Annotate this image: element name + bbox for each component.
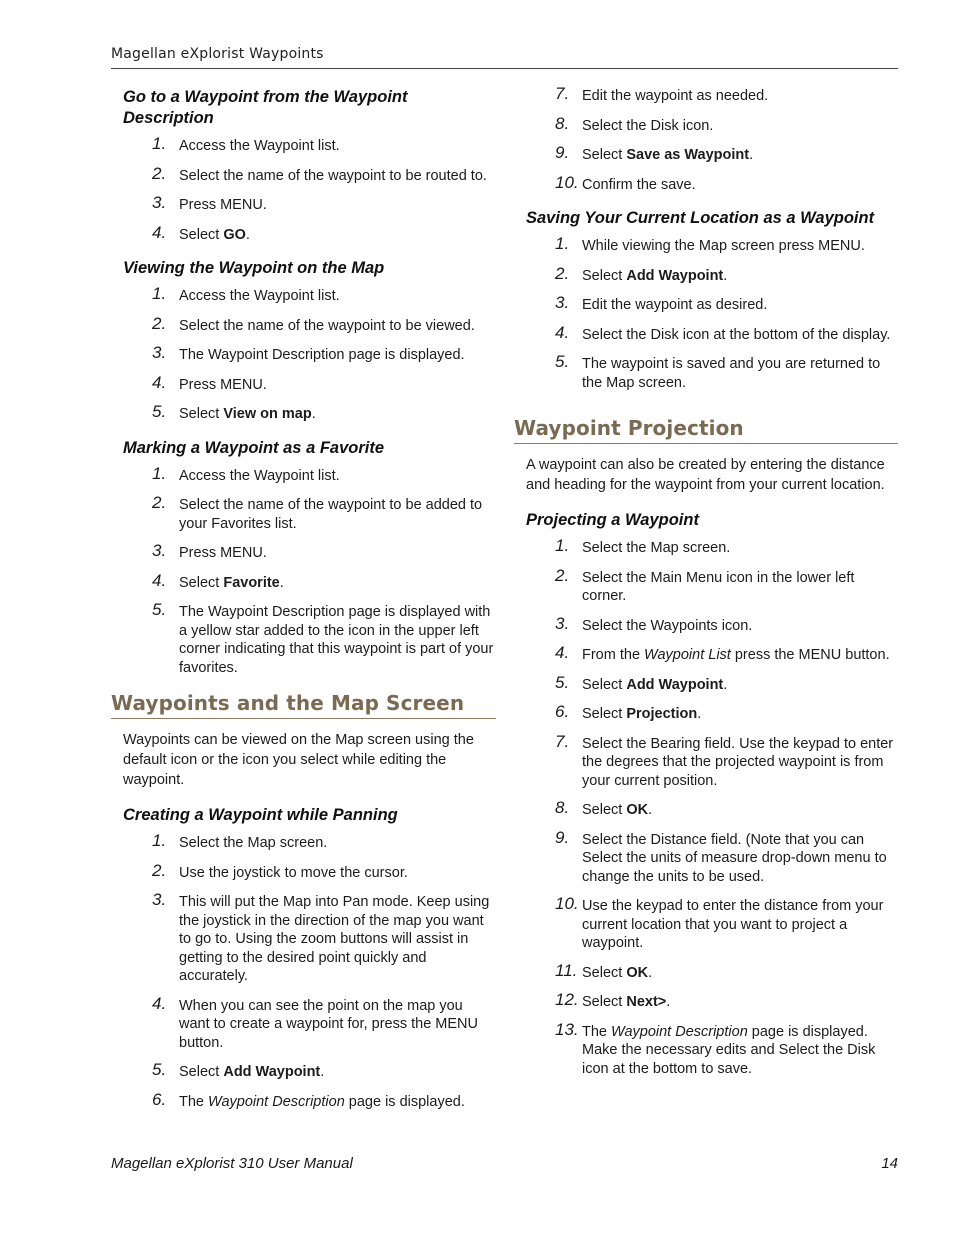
step-text: .: [723, 676, 728, 693]
step-number: 8.: [555, 798, 570, 817]
step-text: Select the Distance field. (Note that you can Select the units of measure drop-down menu to change the units to be used.: [582, 831, 887, 885]
step-list: [514, 84, 898, 194]
list-item: [111, 343, 496, 365]
list-item: [514, 894, 898, 953]
step-number: 5.: [152, 1060, 167, 1079]
step-list: [111, 134, 496, 244]
step-text: Select: [582, 706, 627, 722]
step-text: Confirm the save.: [582, 176, 696, 193]
step-number: 8.: [555, 113, 570, 133]
step-number: 4.: [152, 570, 167, 590]
step-number: 7.: [555, 731, 570, 751]
step-number: 4.: [555, 643, 570, 662]
step-text: Select: [582, 676, 627, 693]
list-item: [514, 263, 898, 286]
step-text: .: [749, 147, 754, 163]
step-number: 1.: [555, 234, 570, 253]
list-item: [111, 284, 496, 306]
step-text: Access the Waypoint list.: [179, 138, 340, 154]
list-item: [514, 643, 898, 665]
list-item: [514, 143, 898, 165]
page-number: 14: [881, 1155, 898, 1172]
step-text: From the: [582, 647, 645, 663]
step-text: Select the name of the waypoint to be viewed.: [179, 317, 475, 334]
step-text-bold: Add Waypoint: [626, 267, 724, 284]
list-item: [514, 293, 898, 315]
step-text: Select: [582, 147, 627, 163]
step-text: Select the name of the waypoint to be routed to.: [179, 167, 487, 184]
step-text: page is displayed.: [344, 1093, 465, 1110]
step-text: Select the Disk icon at the bottom of the display.: [582, 326, 891, 343]
step-number: 2.: [555, 565, 570, 585]
list-item: [111, 463, 496, 486]
list-item: [514, 565, 898, 606]
step-number: 1.: [152, 831, 167, 850]
list-item: [514, 322, 898, 345]
section-heading: Waypoint Projection: [514, 416, 898, 444]
list-item: [111, 493, 496, 533]
step-text-bold: Favorite: [223, 574, 280, 591]
step-list: [514, 536, 898, 1078]
list-item: [111, 890, 496, 986]
step-text: Select: [582, 964, 627, 981]
list-item: [514, 672, 898, 695]
step-number: 7.: [555, 84, 570, 103]
step-number: 2.: [152, 313, 167, 333]
list-item: [111, 134, 496, 156]
step-text: .: [648, 802, 653, 818]
step-number: 4.: [555, 322, 570, 342]
step-text: Select the name of the waypoint to be added to your Favorites list.: [179, 497, 483, 532]
running-header: Magellan eXplorist Waypoints: [111, 46, 324, 62]
step-text: The Waypoint Description page is displayed with a yellow star added to the icon in the upper left corner indicating that this waypoint is part of your favorites.: [179, 604, 494, 676]
list-item: [111, 1089, 496, 1112]
step-number: 4.: [152, 222, 167, 242]
step-number: 3.: [152, 193, 167, 212]
list-item: [514, 960, 898, 983]
list-item: [514, 1019, 898, 1079]
step-text: The: [582, 1023, 612, 1040]
list-item: [514, 84, 898, 106]
section-intro: Waypoints can be viewed on the Map screen using the default icon or the icon you select while editing the waypoint.: [123, 732, 474, 788]
step-text: Edit the waypoint as needed.: [582, 88, 769, 104]
footer-manual-title: Magellan eXplorist 310 User Manual: [111, 1155, 353, 1172]
list-item: [111, 402, 496, 424]
step-number: 2.: [152, 493, 167, 512]
step-number: 1.: [152, 134, 167, 153]
step-number: 5.: [555, 352, 570, 371]
list-item: [514, 113, 898, 136]
step-number: 3.: [152, 541, 167, 560]
list-item: [111, 222, 496, 245]
step-text: Select the Map screen.: [582, 540, 731, 556]
list-item: [514, 172, 898, 195]
step-text: .: [279, 574, 284, 591]
step-number: 3.: [555, 613, 570, 633]
step-list: [111, 463, 496, 678]
step-text-bold: OK: [626, 802, 649, 818]
step-number: 2.: [152, 860, 167, 880]
step-text: Select the Bearing field. Use the keypad to enter the degrees that the projected waypoint is from your current position.: [582, 735, 894, 789]
step-text: The Waypoint Description page is displayed.: [179, 347, 465, 363]
step-list: [514, 234, 898, 392]
step-text: Select: [582, 802, 627, 818]
step-number: 1.: [555, 536, 570, 555]
step-text: Select: [582, 267, 627, 284]
step-text-bold: GO: [223, 226, 246, 243]
right-column: [514, 84, 898, 1092]
step-number: 3.: [152, 343, 167, 362]
list-item: [111, 570, 496, 593]
list-item: [514, 536, 898, 558]
step-number: 12.: [555, 990, 579, 1009]
step-text: When you can see the point on the map you want to create a waypoint for, press the MENU button.: [179, 997, 478, 1051]
list-item: [111, 860, 496, 883]
step-number: 1.: [152, 463, 167, 483]
step-text-bold: View on map: [223, 406, 312, 422]
step-text: page is displayed. Make the necessary edits and Select the Disk icon at the bottom to save.: [582, 1023, 876, 1077]
step-number: 4.: [152, 372, 167, 392]
step-number: 6.: [152, 1089, 167, 1109]
step-text: Select: [179, 574, 224, 591]
step-number: 6.: [555, 702, 570, 721]
step-text-bold: Save as Waypoint: [626, 147, 750, 163]
step-text: Select the Waypoints icon.: [582, 617, 753, 634]
step-text: press the MENU button.: [730, 647, 890, 663]
step-text: Edit the waypoint as desired.: [582, 297, 768, 313]
step-list: [111, 831, 496, 1111]
step-number: 9.: [555, 143, 570, 162]
step-text: The waypoint is saved and you are returned to the Map screen.: [582, 356, 881, 391]
subsection-title: Projecting a Waypoint: [526, 511, 699, 529]
subsection-title: Viewing the Waypoint on the Map: [123, 259, 385, 277]
step-number: 5.: [555, 672, 570, 692]
step-text: .: [245, 226, 250, 243]
step-text: .: [723, 267, 728, 284]
step-text: Press MENU.: [179, 545, 267, 561]
list-item: [111, 831, 496, 853]
list-item: [514, 798, 898, 820]
step-text: The: [179, 1093, 209, 1110]
subsection-title: Saving Your Current Location as a Waypoint: [526, 209, 875, 227]
section-heading: Waypoints and the Map Screen: [111, 691, 496, 719]
step-number: 13.: [555, 1019, 579, 1039]
step-text: Select: [179, 226, 224, 243]
list-item: [111, 600, 496, 677]
step-text-italic: Waypoint Description: [208, 1093, 345, 1110]
step-number: 10.: [555, 894, 579, 913]
step-number: 2.: [555, 263, 570, 283]
list-item: [514, 613, 898, 636]
list-item: [514, 731, 898, 791]
list-item: [514, 702, 898, 724]
step-list: [111, 284, 496, 424]
list-item: [111, 1060, 496, 1082]
list-item: [111, 163, 496, 186]
left-column: [111, 87, 496, 1125]
step-text: Use the joystick to move the cursor.: [179, 864, 408, 881]
step-number: 1.: [152, 284, 167, 303]
step-number: 4.: [152, 993, 167, 1013]
step-number: 3.: [555, 293, 570, 312]
step-number: 10.: [555, 172, 579, 192]
step-text: Select: [179, 406, 224, 422]
step-number: 9.: [555, 827, 570, 847]
step-number: 5.: [152, 402, 167, 421]
step-text: Select the Main Menu icon in the lower left corner.: [582, 569, 855, 604]
step-text: Select: [179, 1064, 224, 1080]
step-text: .: [697, 706, 702, 722]
step-text-bold: Add Waypoint: [223, 1064, 321, 1080]
list-item: [514, 352, 898, 392]
list-item: [111, 372, 496, 395]
subsection-title: Marking a Waypoint as a Favorite: [123, 438, 385, 457]
step-text-bold: Add Waypoint: [626, 676, 724, 693]
step-text-bold: OK: [626, 964, 649, 981]
subsection-title: Go to a Waypoint from the Waypoint Description: [123, 88, 408, 127]
step-number: 11.: [555, 960, 578, 980]
step-text: Select the Map screen.: [179, 835, 328, 851]
step-number: 5.: [152, 600, 167, 619]
list-item: [514, 827, 898, 887]
step-text: Press MENU.: [179, 376, 267, 393]
step-text: Access the Waypoint list.: [179, 288, 340, 304]
list-item: [111, 193, 496, 215]
step-text: .: [648, 964, 653, 981]
step-text: Press MENU.: [179, 197, 267, 213]
section-intro: A waypoint can also be created by entering the distance and heading for the waypoint from your current location.: [526, 457, 885, 493]
step-text: Use the keypad to enter the distance from your current location that you want to project a waypoint.: [582, 898, 884, 951]
step-text: .: [311, 406, 316, 422]
step-text: Select: [582, 994, 627, 1010]
step-text: Access the Waypoint list.: [179, 467, 340, 484]
step-text-italic: Waypoint Description: [611, 1023, 748, 1040]
step-text-bold: Projection: [626, 706, 698, 722]
step-text-bold: Next>: [626, 994, 667, 1010]
step-text: This will put the Map into Pan mode. Keep using the joystick in the direction of the map you want to go to. Using the zoom buttons will assist in getting to the desired point quickly and accurately.: [179, 894, 490, 984]
list-item: [111, 541, 496, 563]
subsection-title: Creating a Waypoint while Panning: [123, 806, 398, 824]
step-text-italic: Waypoint List: [644, 647, 731, 663]
header-rule: [111, 68, 898, 69]
step-number: 3.: [152, 890, 167, 909]
step-text: .: [666, 994, 671, 1010]
step-text: While viewing the Map screen press MENU.: [582, 238, 865, 254]
list-item: [111, 313, 496, 336]
step-text: .: [320, 1064, 325, 1080]
step-number: 2.: [152, 163, 167, 183]
list-item: [514, 990, 898, 1012]
list-item: [514, 234, 898, 256]
list-item: [111, 993, 496, 1053]
step-text: Select the Disk icon.: [582, 117, 714, 134]
